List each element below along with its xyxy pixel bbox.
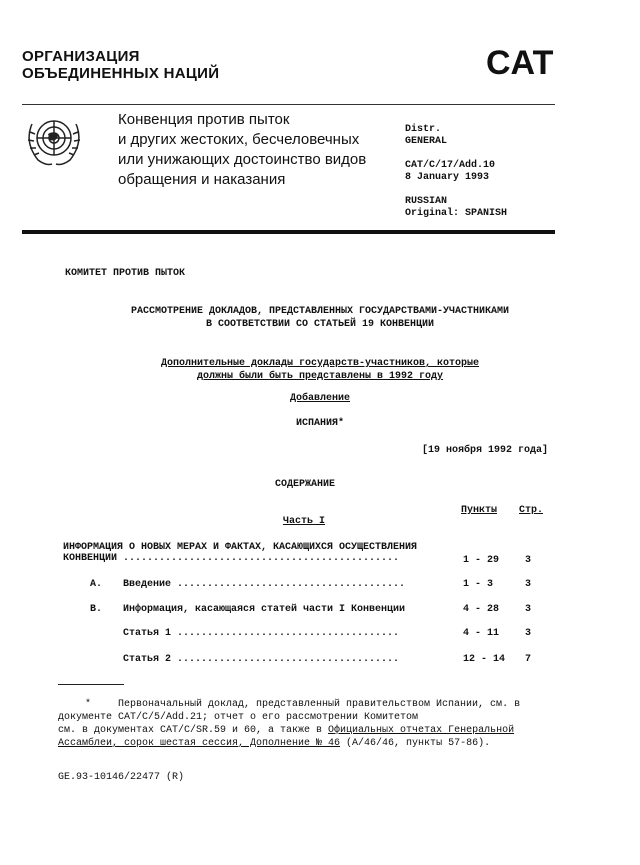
toc-text: Статья 2 .....................................	[123, 654, 400, 665]
committee-name: КОМИТЕТ ПРОТИВ ПЫТОК	[65, 268, 186, 279]
symbol-block	[405, 160, 495, 184]
thick-divider	[22, 230, 555, 234]
subheading-text: Дополнительные доклады государств-участников, которые	[160, 358, 480, 369]
heading-line: РАССМОТРЕНИЕ ДОКЛАДОВ, ПРЕДСТАВЛЕННЫХ ГОСУДАРСТВАМИ-УЧАСТНИКАМИ	[130, 306, 510, 317]
toc-page: 7	[525, 654, 532, 665]
toc-page: 3	[525, 555, 532, 566]
document-symbol: CAT/C/17/Add.10	[405, 160, 496, 171]
divider	[22, 104, 555, 105]
toc-page: 3	[525, 604, 532, 615]
language: RUSSIAN	[405, 196, 448, 207]
column-page	[519, 505, 543, 516]
title-line: обращения и наказания	[118, 171, 286, 188]
column-label: Стр.	[519, 505, 544, 516]
contents-heading: СОДЕРЖАНИЕ	[275, 479, 336, 490]
distribution	[405, 124, 447, 148]
part-text: Часть I	[283, 516, 326, 527]
column-label: Пункты	[461, 505, 498, 516]
footnote-marker: *	[84, 699, 91, 710]
convention-title	[118, 110, 366, 190]
column-paragraphs	[461, 505, 497, 516]
toc-text: КОНВЕНЦИИ ..............................................	[63, 553, 400, 564]
footnote-line: (A/46/46, пункты 57-86).	[340, 738, 491, 749]
title-line: или унижающих достоинство видов	[118, 151, 367, 168]
toc-page: 3	[525, 579, 532, 590]
subheading-text: должны были быть представлены в 1992 году	[196, 371, 444, 382]
org-line: ОРГАНИЗАЦИЯ	[22, 48, 140, 65]
subheading-line	[0, 371, 640, 382]
toc-paragraphs: 1 - 3	[463, 579, 494, 590]
toc-text: ИНФОРМАЦИЯ О НОВЫХ МЕРАХ И ФАКТАХ, КАСАЮЩИХСЯ ОСУЩЕСТВЛЕНИЯ	[63, 542, 418, 553]
footnote-reference: Ассамблеи, сорок шестая сессия, Дополнение № 46	[58, 738, 341, 749]
title-line: и других жестоких, бесчеловечных	[118, 131, 360, 148]
toc-paragraphs: 12 - 14	[463, 654, 506, 665]
subheading-line	[0, 358, 640, 369]
distr-value: GENERAL	[405, 136, 448, 147]
organization-name	[22, 48, 219, 82]
title-line: Конвенция против пыток	[118, 111, 290, 128]
addendum-text: Добавление	[289, 393, 350, 404]
toc-paragraphs: 4 - 11	[463, 628, 500, 639]
toc-text: Информация, касающаяся статей части I Конвенции	[123, 604, 406, 615]
un-emblem-icon	[22, 112, 86, 177]
language-block	[405, 196, 507, 220]
footnote-reference: Официальных отчетах Генеральной	[328, 725, 515, 736]
country-name: ИСПАНИЯ*	[295, 418, 344, 429]
toc-label: B.	[90, 604, 103, 615]
table-of-contents	[63, 542, 553, 682]
report-date: [19 ноября 1992 года]	[422, 445, 549, 456]
addendum-label	[0, 393, 640, 404]
distr-label: Distr.	[405, 124, 442, 135]
original-language: Original: SPANISH	[405, 208, 508, 219]
document-code: CAT	[486, 44, 554, 82]
heading-line: В СООТВЕТСТВИИ СО СТАТЬЕЙ 19 КОНВЕНЦИИ	[205, 319, 435, 330]
footnote-line: см. в документах CAT/C/SR.59 и 60, а также в	[58, 725, 329, 736]
footnote	[58, 698, 520, 750]
toc-paragraphs: 1 - 29	[463, 555, 500, 566]
footnote-rule	[58, 684, 124, 685]
toc-text: Введение ......................................	[123, 579, 406, 590]
toc-page: 3	[525, 628, 532, 639]
job-number: GE.93-10146/22477 (R)	[58, 772, 185, 783]
toc-paragraphs: 4 - 28	[463, 604, 500, 615]
footnote-line: Первоначальный доклад, представленный правительством Испании, см. в	[118, 699, 521, 710]
part-heading	[283, 516, 325, 527]
toc-item[interactable]	[63, 542, 553, 564]
org-line: ОБЪЕДИНЕННЫХ НАЦИЙ	[22, 65, 220, 82]
footnote-line: документе CAT/C/5/Add.21; отчет о его рассмотрении Комитетом	[58, 712, 419, 723]
toc-label: A.	[90, 579, 103, 590]
toc-text: Статья 1 .....................................	[123, 628, 400, 639]
document-date: 8 January 1993	[405, 172, 490, 183]
